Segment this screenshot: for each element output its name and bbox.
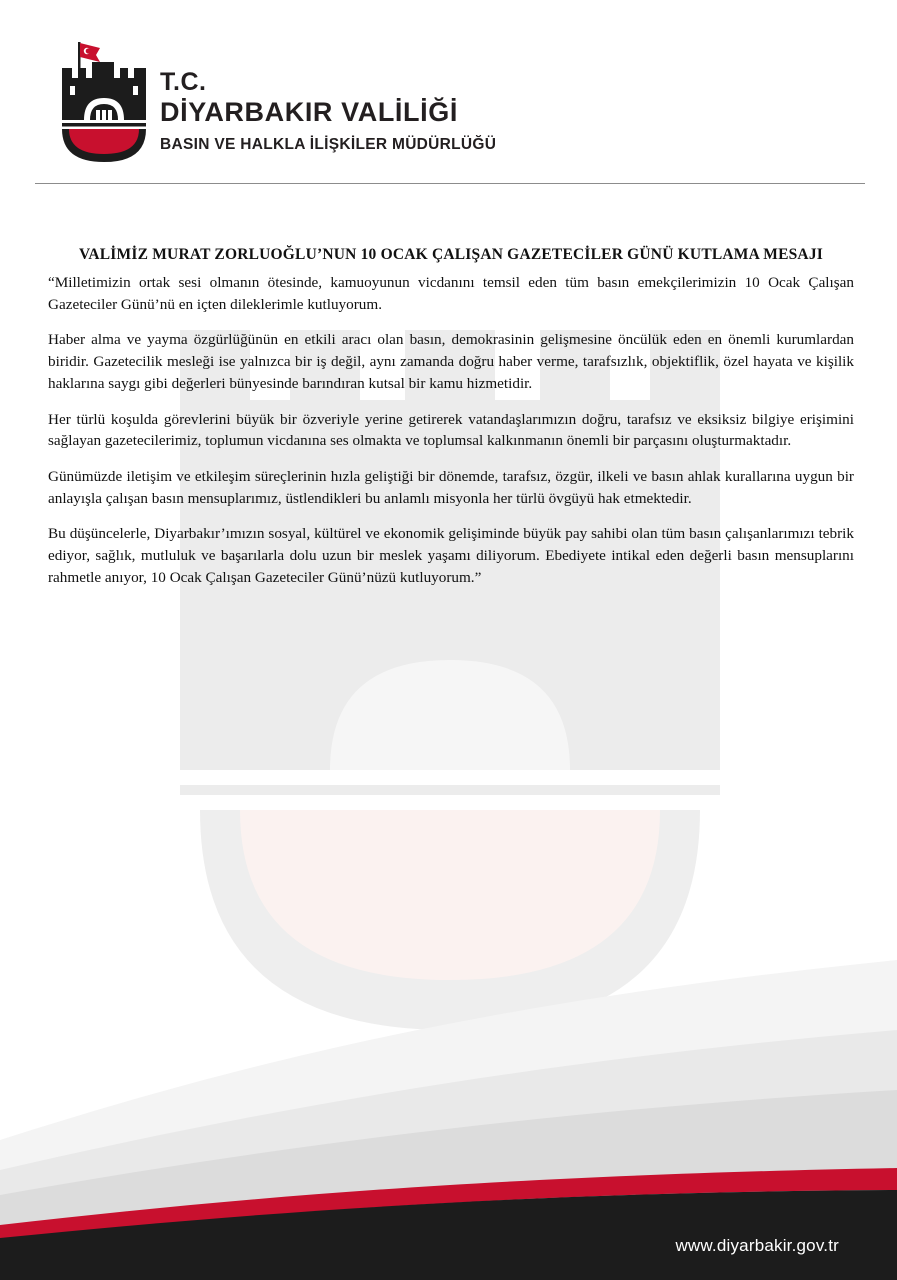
paragraph: Haber alma ve yayma özgürlüğünün en etkili aracı olan basın, demokrasinin gelişmesine öncülük eden en önemli kurumlardan biridir. Gazetecilik mesleği ise yalnızca bir iş değil, aynı zamanda doğru haber verme, tarafsızlık, objektiflik, özel hayata ve kişilik haklarına saygı gibi değerleri bünyesinde barındıran kutsal bir kamu hizmetidir. [48,331,854,392]
footer-website-url[interactable]: www.diyarbakir.gov.tr [675,1236,839,1255]
org-name: DİYARBAKIR VALİLİĞİ [160,97,458,127]
document-body [48,244,854,602]
letterhead [0,0,897,190]
footer-wave-decoration [0,940,897,1280]
org-tc-label: T.C. [160,68,207,96]
paragraph: Her türlü koşulda görevlerini büyük bir özveriyle yerine getirerek vatandaşlarımızın doğru, tarafsız ve eksiksiz bilgiye erişimini sağlayan gazetecilerimiz, toplumun vicdanına ses olmakta ve toplumsal kalkınmanın önemli bir parçasını oluşturmaktadır. [48,410,854,450]
organization-title-block [160,68,496,154]
paragraph: Günümüzde iletişim ve etkileşim süreçlerinin hızla geliştiği bir dönemde, tarafsız, özgür, ilkeli ve basın ahlak kurallarına uygun bir anlayışla çalışan basın mensuplarımız, üstlendikleri bu anlamlı misyonla her türlü övgüyü hak etmektedir. [48,467,854,507]
diyarbakir-governorship-logo-icon [56,40,152,164]
header-divider [35,183,865,184]
paragraph: “Milletimizin ortak sesi olmanın ötesinde, kamuoyunun vicdanını temsil eden tüm basın emekçilerimizin 10 Ocak Çalışan Gazeteciler Günü’nü en içten dileklerimle kutluyorum. [48,274,854,313]
paragraph: Bu düşüncelerle, Diyarbakır’ımızın sosyal, kültürel ve ekonomik gelişiminde büyük pay sahibi olan tüm basın çalışanlarımızı tebrik ediyor, sağlık, mutluluk ve başarılarla dolu uzun bir meslek yaşamı diliyorum. Ebediyete intikal eden değerli basın mensuplarını rahmetle anıyor, 10 Ocak Çalışan Gazeteciler Günü’nüzü kutluyorum.” [48,525,854,586]
document-title: VALİMİZ MURAT ZORLUOĞLU’NUN 10 OCAK ÇALIŞAN GAZETECİLER GÜNÜ KUTLAMA MESAJI [78,246,823,263]
org-department: BASIN VE HALKLA İLİŞKİLER MÜDÜRLÜĞÜ [160,136,497,153]
